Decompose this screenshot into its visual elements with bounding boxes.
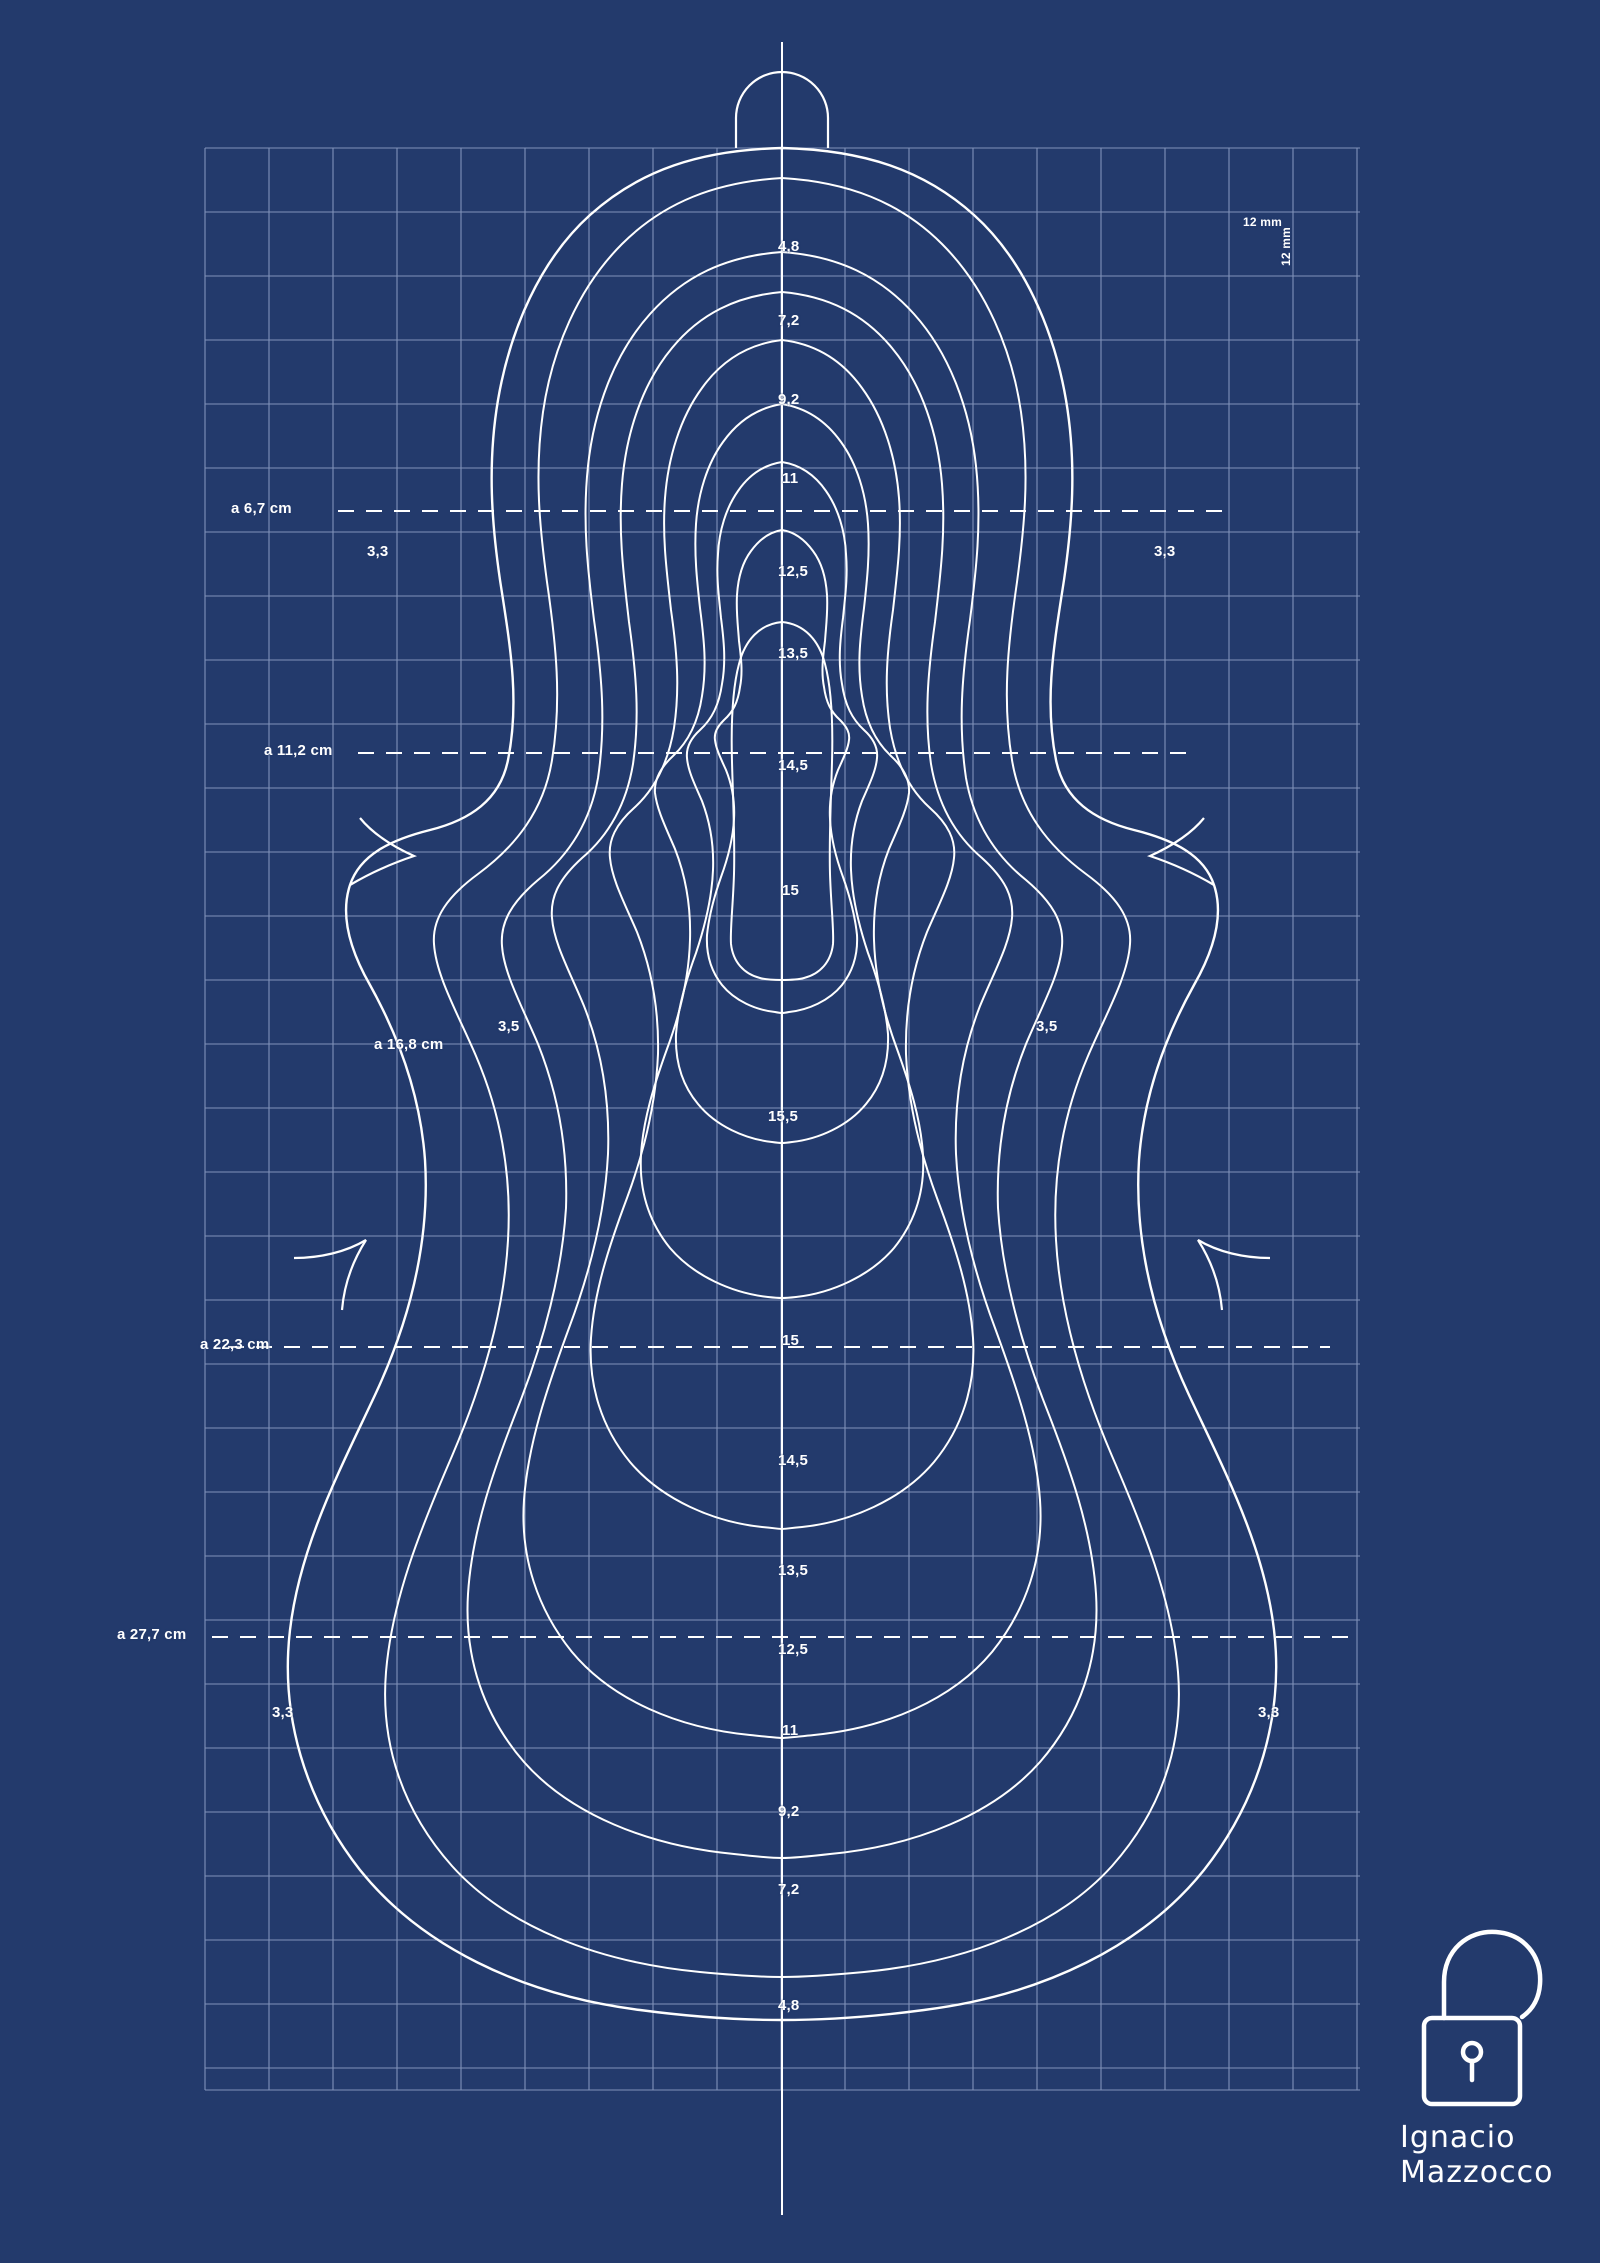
- thickness-label-lower-9-2: 9,2: [778, 1803, 800, 1820]
- signature-last-name: Mazzocco: [1400, 2155, 1554, 2190]
- width-marker-22-3: a 22,3 cm: [200, 1336, 270, 1353]
- thickness-label-lower-4-8: 4,8: [778, 1997, 800, 2014]
- thickness-label-upper-7-2: 7,2: [778, 312, 800, 329]
- thickness-label-upper-12-5: 12,5: [778, 563, 808, 580]
- thickness-label-center-top-15: 15: [782, 882, 800, 899]
- thickness-label-upper-4-8: 4,8: [778, 238, 800, 255]
- open-padlock-icon: [1424, 1932, 1540, 2104]
- scale-note-vertical: 12 mm: [1279, 227, 1293, 267]
- thickness-label-upper-14-5: 14,5: [778, 757, 808, 774]
- edge-thickness-lower-left: 3,3: [272, 1704, 294, 1721]
- thickness-label-lower-13-5: 13,5: [778, 1562, 808, 1579]
- edge-thickness-upper-right: 3,3: [1154, 543, 1176, 560]
- edge-thickness-lower-right: 3,3: [1258, 1704, 1280, 1721]
- width-marker-27-7: a 27,7 cm: [117, 1626, 187, 1643]
- width-marker-11-2: a 11,2 cm: [264, 742, 333, 759]
- thickness-label-center-15-5: 15,5: [768, 1108, 798, 1125]
- thickness-label-lower-12-5: 12,5: [778, 1641, 808, 1658]
- thickness-label-upper-13-5: 13,5: [778, 645, 808, 662]
- signature-first-name: Ignacio: [1400, 2120, 1516, 2155]
- thickness-label-center-bottom-15: 15: [782, 1332, 800, 1349]
- thickness-label-lower-7-2: 7,2: [778, 1881, 800, 1898]
- edge-thickness-upper-left: 3,3: [367, 543, 389, 560]
- width-marker-6-7: a 6,7 cm: [231, 500, 292, 517]
- scale-note-horizontal: 12 mm: [1243, 215, 1283, 229]
- thickness-label-upper-11: 11: [782, 470, 799, 487]
- edge-thickness-center-right: 3,5: [1036, 1018, 1058, 1035]
- signature: [1400, 2120, 1553, 2190]
- edge-thickness-center-left: 3,5: [498, 1018, 520, 1035]
- thickness-label-upper-9-2: 9,2: [778, 391, 800, 408]
- thickness-label-lower-14-5: 14,5: [778, 1452, 808, 1469]
- width-marker-16-8: a 16,8 cm: [374, 1036, 444, 1053]
- thickness-label-lower-11: 11: [782, 1722, 799, 1739]
